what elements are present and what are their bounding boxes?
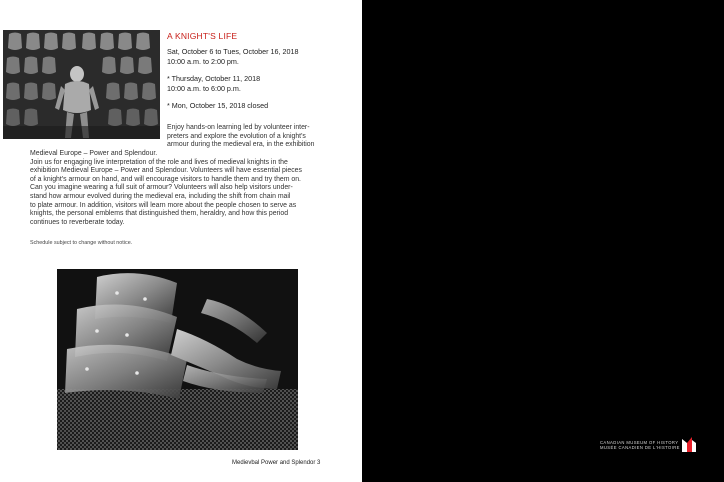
body-line: exhibition Medieval Europe – Power and Splendour. Volunteers will have essential pieces [30,167,302,175]
intro-line: armour during the medieval era, in the exhibition [167,141,315,149]
body-line: continues to reverberate today. [30,218,125,226]
museum-logo-text [600,440,680,451]
gauntlet-photo [57,269,298,450]
body-line: to plate armour. In addition, visitors will learn more about the people chosen to serve as [30,201,297,209]
intro-line: Enjoy hands-on learning led by volunteer inter- [167,124,310,131]
intro-paragraph [167,124,357,150]
body-line: Medieval Europe – Power and Splendour. [30,150,158,157]
date-range: Sat, October 6 to Tues, October 16, 2018 [167,47,299,56]
thursday-date: * Thursday, October 11, 2018 [167,74,261,83]
logo-line-french: MUSÉE CANADIEN DE L'HISTOIRE [600,445,680,451]
body-line: knights, the personal emblems that distinguished them, heraldry, and how this period [30,210,289,218]
body-line: stand how armour evolved during the medieval era, including the shift from chain mail [30,192,291,200]
intro-line: preters and explore the evolution of a knight's [167,132,306,140]
page-footer: Medievbal Power and Splendor 3 [232,460,321,466]
event-dates [167,47,298,66]
body-line: Can you imagine wearing a full suit of armour? Volunteers will also help visitors under- [30,184,293,192]
body-paragraph [30,150,355,227]
thursday-time: 10:00 a.m. to 6:00 p.m. [167,83,241,93]
thursday-hours [167,74,260,93]
closed-notice [167,101,268,111]
body-line: of a knight's armour on hand, and will encourage visitors to handle them and try them on. [30,175,301,183]
logo-line-english: CANADIAN MUSEUM OF HISTORY [600,440,679,445]
event-title: A KNIGHT'S LIFE [167,31,238,41]
right-page [362,0,724,482]
armour-display-photo [3,30,160,139]
closed-date: * Mon, October 15, 2018 closed [167,101,269,110]
body-line: Join us for engaging live interpretation of the role and lives of medieval knights in the [30,158,288,166]
hours: 10:00 a.m. to 2:00 pm. [167,56,239,66]
museum-logo-icon [682,437,696,452]
schedule-notice: Schedule subject to change without notice. [30,240,133,246]
